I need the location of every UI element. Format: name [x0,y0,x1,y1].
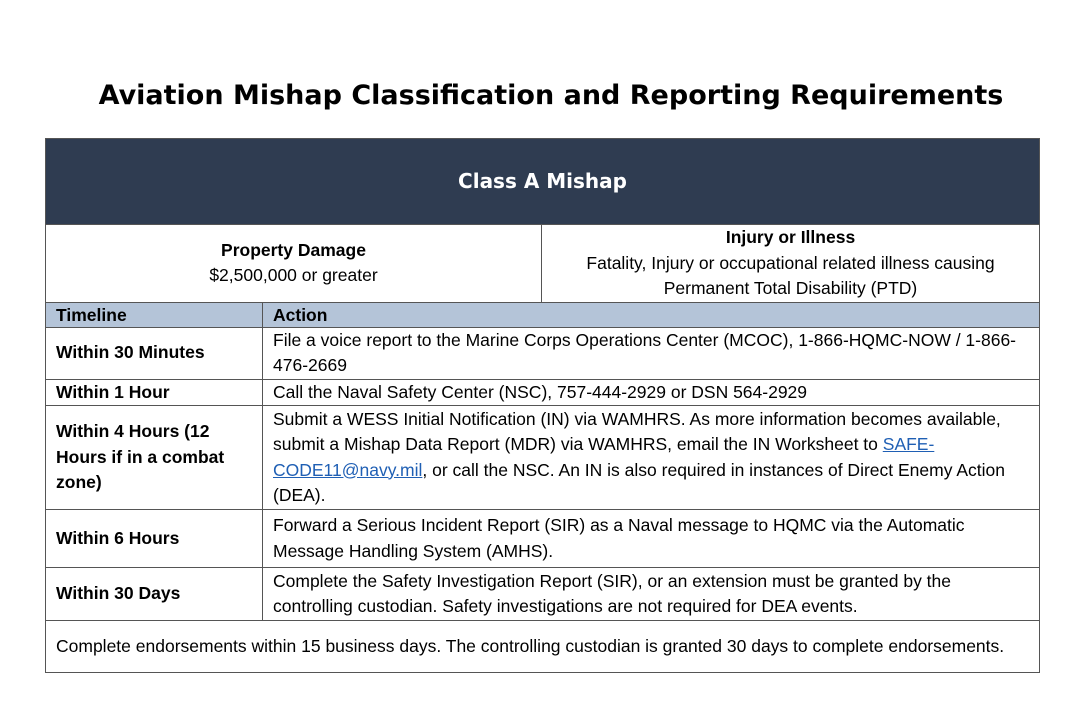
action-cell: Complete the Safety Investigation Report (SIR), or an extension must be granted by the controlling custodian. Safety investigations are not required for DEA events. [263,568,1040,621]
action-cell: Call the Naval Safety Center (NSC), 757-444-2929 or DSN 564-2929 [263,379,1040,406]
timeline-column-header: Timeline [46,302,263,327]
criteria-row [46,225,1040,303]
property-damage-value: $2,500,000 or greater [209,265,378,286]
table-row [46,327,1040,379]
action-cell: File a voice report to the Marine Corps Operations Center (MCOC), 1-866-HQMC-NOW / 1-866-476-2669 [263,327,1040,379]
class-header: Class A Mishap [46,139,1040,225]
timeline-cell: Within 30 Minutes [46,327,263,379]
injury-cell [542,225,1040,303]
property-damage-cell [46,225,542,303]
action-text: Submit a WESS Initial Notification (IN) via WAMHRS. As more information becomes available, submit a Mishap Data Report (MDR) via WAMHRS, email the IN Worksheet to [273,408,1001,454]
timeline-cell: Within 1 Hour [46,379,263,406]
mishap-requirements-table [45,138,1040,673]
endorsement-note: Complete endorsements within 15 business days. The controlling custodian is granted 30 days to complete endorsements. [46,621,1040,673]
timeline-cell: Within 6 Hours [46,510,263,568]
table-row [46,510,1040,568]
safety-email-link[interactable]: SAFE-CODE11@navy.mil [273,434,935,480]
class-header-row [46,139,1040,225]
action-column-header: Action [263,302,1040,327]
table-row [46,379,1040,406]
injury-value: Fatality, Injury or occupational related illness causing Permanent Total Disability (PTD) [586,252,995,298]
timeline-cell: Within 30 Days [46,568,263,621]
action-cell: Forward a Serious Incident Report (SIR) as a Naval message to HQMC via the Automatic Message Handling System (AMHS). [263,510,1040,568]
footer-row [46,621,1040,673]
timeline-cell: Within 4 Hours (12 Hours if in a combat zone) [46,406,263,510]
column-header-row [46,302,1040,327]
table-row [46,406,1040,510]
action-text: , or call the NSC. An IN is also required in instances of Direct Enemy Action (DEA). [273,459,1005,505]
table-row [46,568,1040,621]
page-title: Aviation Mishap Classification and Reporting Requirements [98,80,1004,111]
action-cell [263,406,1040,510]
injury-label: Injury or Illness [725,227,856,247]
property-damage-label: Property Damage [221,239,366,260]
